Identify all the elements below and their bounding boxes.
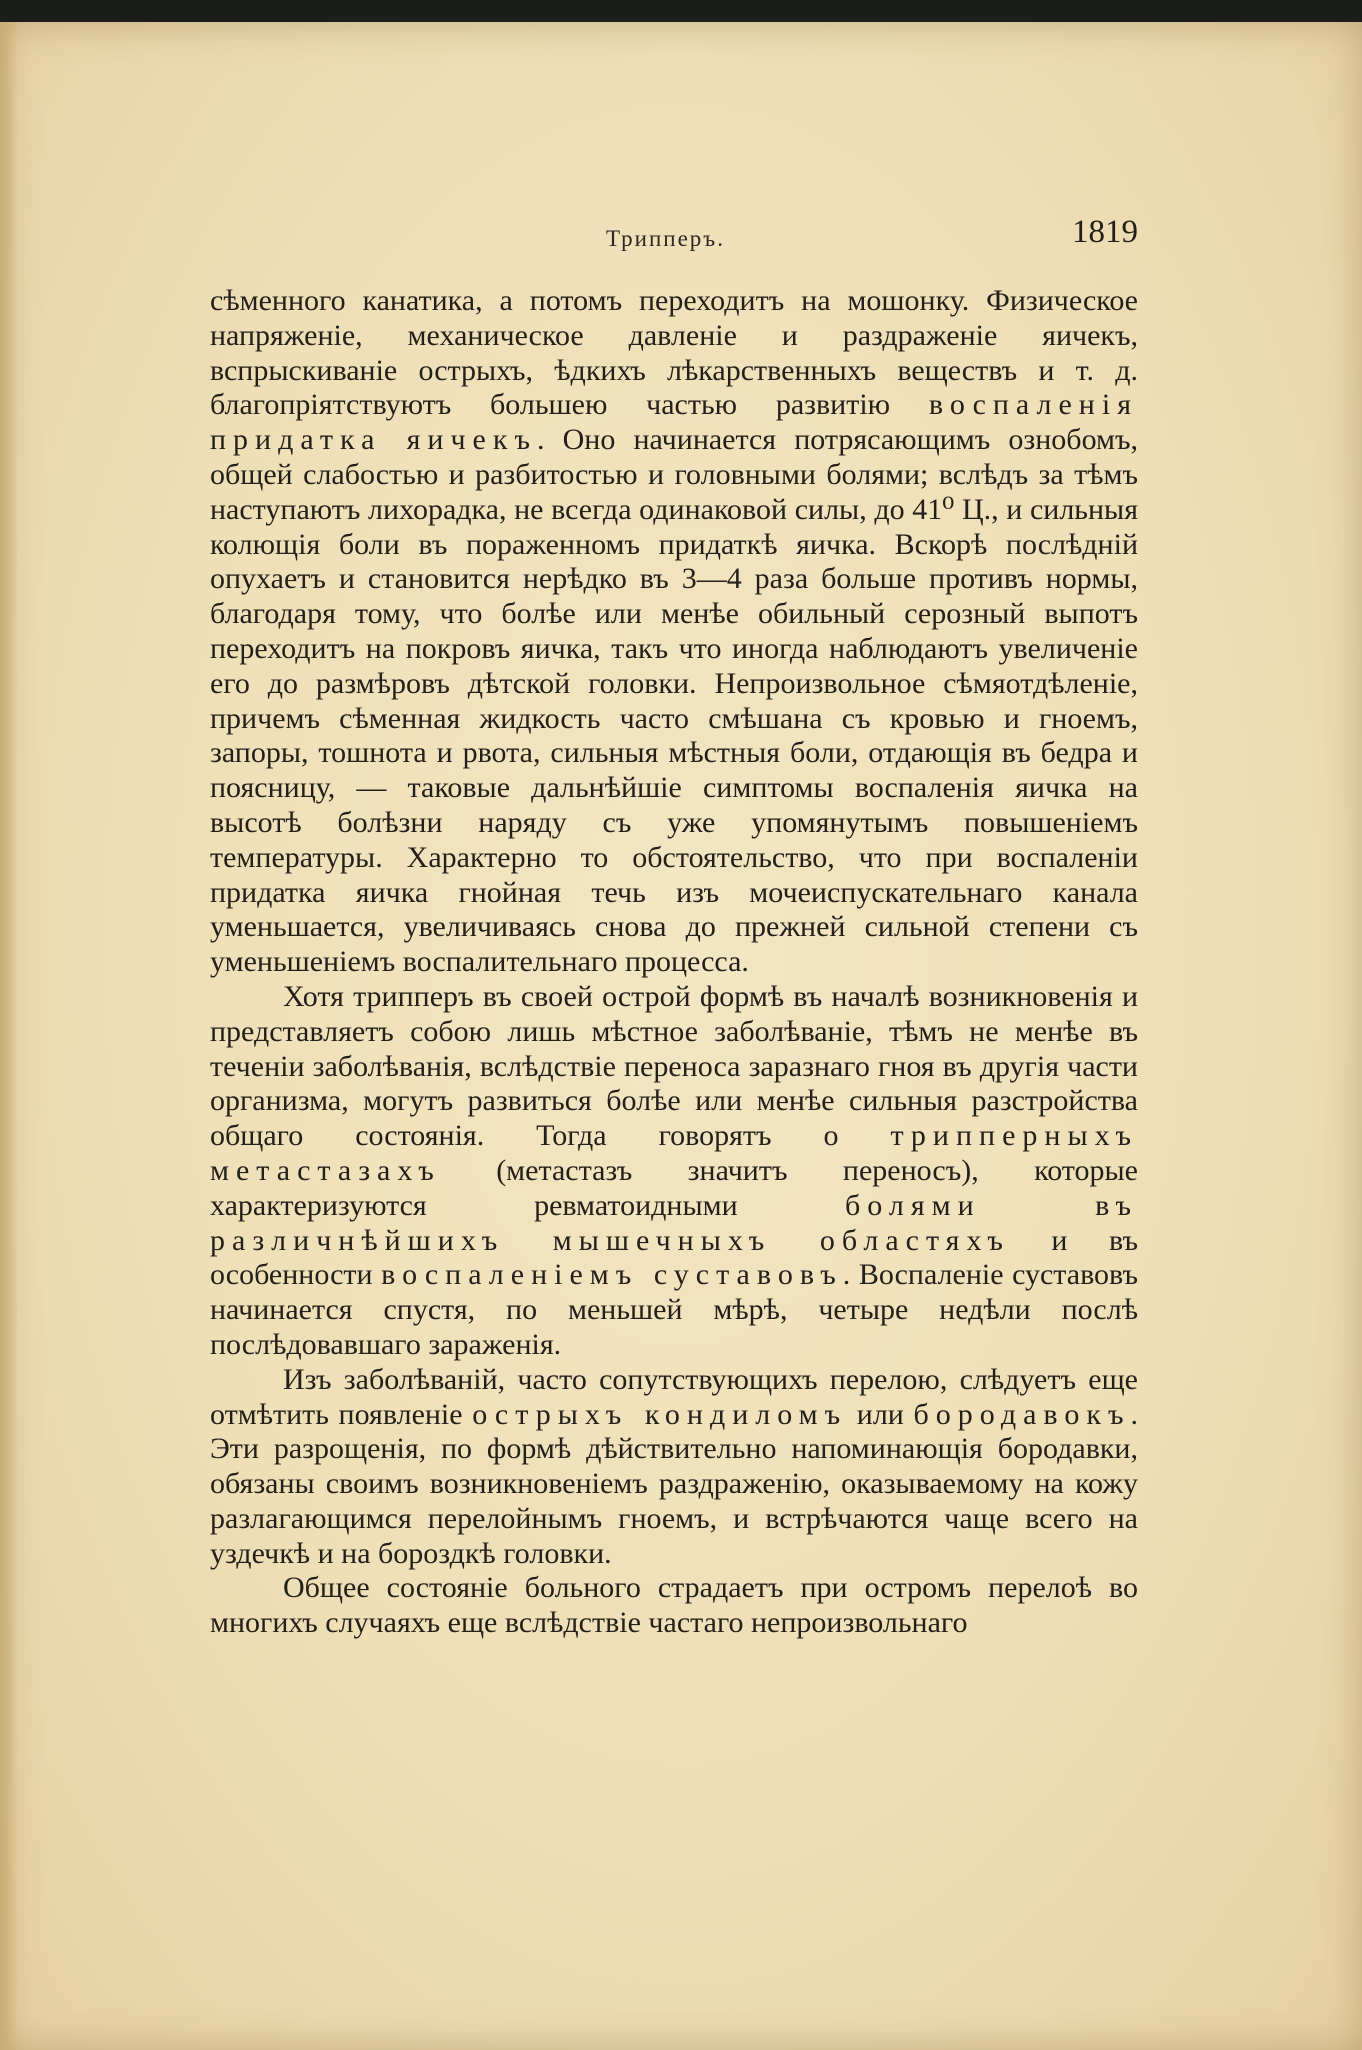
paragraph-2 [210,980,1138,1363]
text-segment: (метастазъ значитъ переносъ), которые характеризуются ревматоидными [210,1153,1138,1222]
spaced-emphasis: воспаленіемъ суставовъ [381,1258,843,1292]
spaced-emphasis: бородавокъ [913,1397,1131,1431]
spaced-emphasis: болями въ различнѣйшихъ мышечныхъ областяхъ [210,1188,1139,1257]
body-text [210,284,1138,1641]
page-header [210,208,1138,258]
page-number: 1819 [1072,214,1138,250]
paragraph-1 [210,284,1138,980]
paragraph-4 [210,1571,1138,1641]
spaced-emphasis: воспаленія придатка яичекъ [210,388,1138,457]
text-segment: Изъ заболѣваній, часто сопутствующихъ перелою, слѣдуетъ еще отмѣтить появленіе [210,1362,1138,1431]
text-segment: . Оно начинается потрясающимъ ознобомъ, общей слабостью и разбитостью и головными болями; вслѣдъ за тѣмъ наступаютъ лихорадка, не всегда одинаковой силы, до 41⁰ Ц., и сильныя колющія боли въ пораженномъ придаткѣ яичка. Вскорѣ послѣдній опухаетъ и становится нерѣдко въ 3—4 раза больше противъ нормы, благодаря тому, что болѣе или менѣе обильный серозный выпотъ переходитъ на покровъ яичка, такъ что иногда наблюдаютъ увеличеніе его до размѣровъ дѣтской головки. Непроизвольное сѣмяотдѣленіе, причемъ сѣменная жидкость часто смѣшана съ кровью и гноемъ, запоры, тошнота и рвота, сильныя мѣстныя боли, отдающія въ бедра и поясницу, — таковые дальнѣйшіе симптомы воспаленія яичка на высотѣ болѣзни наряду съ уже упомянутымъ повышеніемъ температуры. Характерно то обстоятельство, что при воспаленіи придатка яичка гнойная течь изъ мочеиспускательнаго канала уменьшается, увеличиваясь снова до прежней сильной степени съ уменьшеніемъ воспалительнаго процесса. [210,423,1138,979]
text-segment: . Эти разрощенія, по формѣ дѣйствительно напоминающія бородавки, обязаны своимъ возникновеніемъ раздраженію, оказываемому на кожу разлагающимся перелойнымъ гноемъ, и встрѣчаются чаще всего на уздечкѣ и на бороздкѣ головки. [210,1397,1138,1570]
book-page [0,22,1362,2050]
spaced-emphasis: трипперныхъ метастазахъ [210,1119,1138,1187]
text-segment: Хотя трипперъ въ своей острой формѣ въ началѣ возникновенія и представляетъ собою лишь мѣстное заболѣваніе, тѣмъ не менѣе въ теченіи заболѣванія, вслѣдствіе переноса заразнаго гноя въ другія части организма, могутъ развиться болѣе или менѣе сильныя разстройства общаго состоянія. Тогда говорятъ о [210,979,1138,1153]
text-segment: . Воспаленіе суставовъ начинается спустя, по меньшей мѣрѣ, четыре недѣли послѣ послѣдовавшаго зараженія. [210,1258,1138,1361]
text-segment: сѣменного канатика, а потомъ переходитъ на мошонку. Физическое напряженіе, механическое давленіе и раздраженіе яичекъ, вспрыскиваніе острыхъ, ѣдкихъ лѣкарственныхъ веществъ и т. д. благопріятствуютъ большею частью развитію [210,284,1138,422]
spaced-emphasis: острыхъ кондиломъ [472,1397,848,1431]
running-title: Трипперъ. [606,226,725,251]
text-segment: Общее состояніе больного страдаетъ при остромъ перелоѣ во многихъ случаяхъ еще вслѣдствіе частаго непроизвольнаго [210,1571,1138,1640]
text-segment: и въ особенности [210,1223,1138,1292]
text-segment: или [847,1397,914,1431]
paragraph-3 [210,1363,1138,1572]
